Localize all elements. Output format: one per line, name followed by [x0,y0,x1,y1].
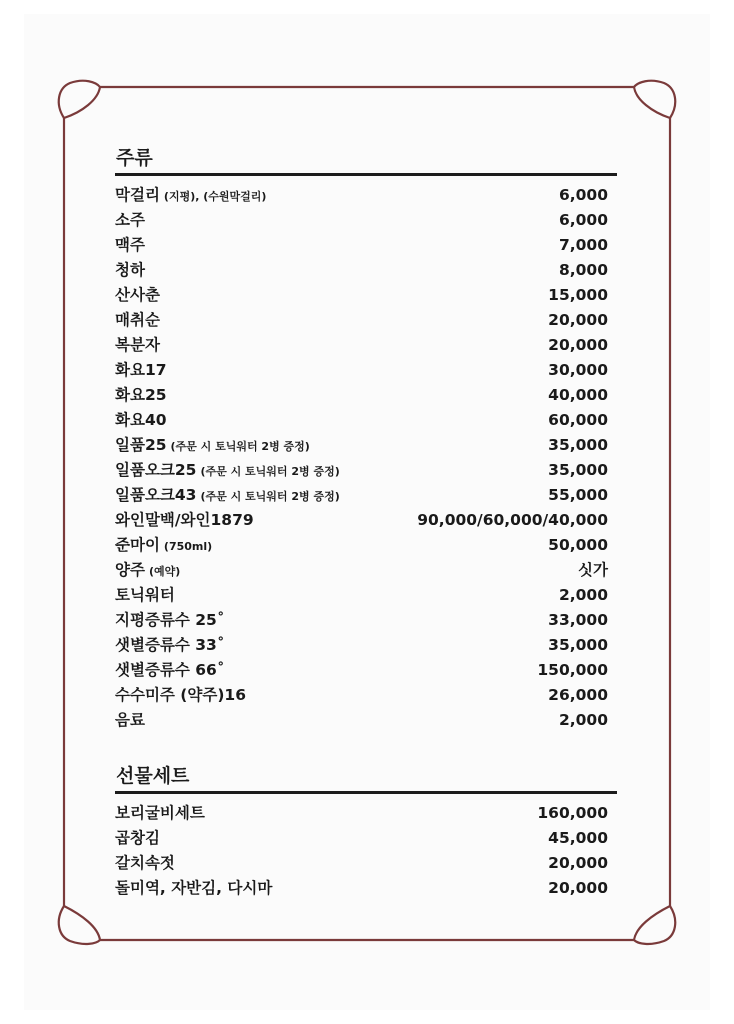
item-price: 160,000 [537,804,608,822]
item-name-text: 곱창김 [115,829,160,847]
item-name-text: 소주 [115,211,145,229]
item-name [115,283,160,308]
item-name-text: 음료 [115,711,145,729]
item-note: (주문 시 토닉워터 2병 증정) [200,465,340,478]
item-name-text: 와인말백/와인1879 [115,511,254,529]
section-rule [115,791,617,794]
item-name-text: 갈치속젓 [115,854,175,872]
menu-item [115,308,617,333]
menu-item [115,508,617,533]
item-name [115,383,167,408]
item-price: 35,000 [548,436,608,454]
item-name-text: 지평증류수 25˚ [115,611,225,629]
item-name-text: 수수미주 (약주)16 [115,686,246,704]
item-price: 싯가 [578,561,608,579]
section-rule [115,173,617,176]
item-name [115,183,266,209]
item-name-text: 화요40 [115,411,167,429]
item-price: 6,000 [558,186,608,204]
section-title: 주류 [116,147,153,169]
item-name [115,208,145,233]
menu-item [115,408,617,433]
item-price: 40,000 [548,386,608,404]
section-title: 선물세트 [116,765,190,787]
item-name-text: 매취순 [115,311,160,329]
item-name [115,433,310,459]
menu-item [115,458,617,483]
item-price: 35,000 [548,636,608,654]
item-name [115,608,225,633]
menu-item [115,258,617,283]
item-price: 30,000 [548,361,608,379]
item-name [115,633,225,658]
item-name-text: 청하 [115,261,145,279]
section-gift-sets [115,763,617,901]
item-name [115,258,145,283]
item-name-text: 보리굴비세트 [115,804,205,822]
item-name [115,876,272,901]
item-price: 15,000 [548,286,608,304]
item-price: 26,000 [548,686,608,704]
item-name-text: 양주 [115,561,145,579]
item-price: 20,000 [548,854,608,872]
menu-item [115,483,617,508]
item-price: 20,000 [548,879,608,897]
menu-item [115,283,617,308]
item-name [115,458,340,484]
item-name [115,308,160,333]
item-name-text: 화요25 [115,386,167,404]
item-price: 33,000 [548,611,608,629]
menu-item [115,633,617,658]
item-note: (주문 시 토닉워터 2병 증정) [170,440,310,453]
menu-item [115,608,617,633]
menu-item [115,358,617,383]
item-name-text: 복분자 [115,336,160,354]
item-name-text: 일품오크43 [115,486,197,504]
item-name [115,358,167,383]
item-name [115,851,175,876]
item-name [115,826,160,851]
item-name [115,533,212,559]
item-name-text: 산사춘 [115,286,160,304]
item-name-text: 샛별증류수 66˚ [115,661,225,679]
section-liquor [115,145,617,733]
menu-item [115,683,617,708]
item-name-text: 토닉워터 [115,586,175,604]
item-name-text: 화요17 [115,361,167,379]
item-price: 6,000 [558,211,608,229]
item-price: 35,000 [548,461,608,479]
item-note: (주문 시 토닉워터 2병 증정) [200,490,340,503]
item-name-text: 돌미역, 자반김, 다시마 [115,879,273,897]
menu-item [115,851,617,876]
menu-item [115,876,617,901]
menu-item [115,433,617,458]
item-name [115,683,246,708]
item-price: 8,000 [558,261,608,279]
menu-item [115,708,617,733]
item-price: 55,000 [548,486,608,504]
menu-item [115,333,617,358]
item-price: 20,000 [548,311,608,329]
menu-item [115,801,617,826]
item-price: 20,000 [548,336,608,354]
menu-item [115,558,617,583]
item-note: (750ml) [163,540,213,553]
item-name-text: 준마이 [115,536,160,554]
item-name [115,333,160,358]
item-price: 90,000/60,000/40,000 [417,511,608,529]
menu-item [115,383,617,408]
item-price: 45,000 [548,829,608,847]
menu-item [115,583,617,608]
item-price: 150,000 [537,661,608,679]
item-name [115,801,205,826]
item-name [115,558,180,584]
menu-item [115,826,617,851]
item-note: (예약) [148,565,181,578]
item-price: 50,000 [548,536,608,554]
menu-item [115,233,617,258]
item-name [115,483,340,509]
item-name [115,233,145,258]
item-name [115,508,254,533]
item-price: 2,000 [558,711,608,729]
item-name [115,658,225,683]
item-name [115,708,145,733]
menu-item [115,183,617,208]
item-note: (지평), (수원막걸리) [163,190,267,203]
menu-item [115,658,617,683]
item-name-text: 샛별증류수 33˚ [115,636,225,654]
item-name-text: 일품25 [115,436,167,454]
item-price: 2,000 [558,586,608,604]
item-price: 7,000 [558,236,608,254]
item-price: 60,000 [548,411,608,429]
item-name [115,408,167,433]
item-name-text: 맥주 [115,236,145,254]
menu-item [115,533,617,558]
item-name [115,583,175,608]
item-name-text: 일품오크25 [115,461,197,479]
item-name-text: 막걸리 [115,186,160,204]
menu-item [115,208,617,233]
